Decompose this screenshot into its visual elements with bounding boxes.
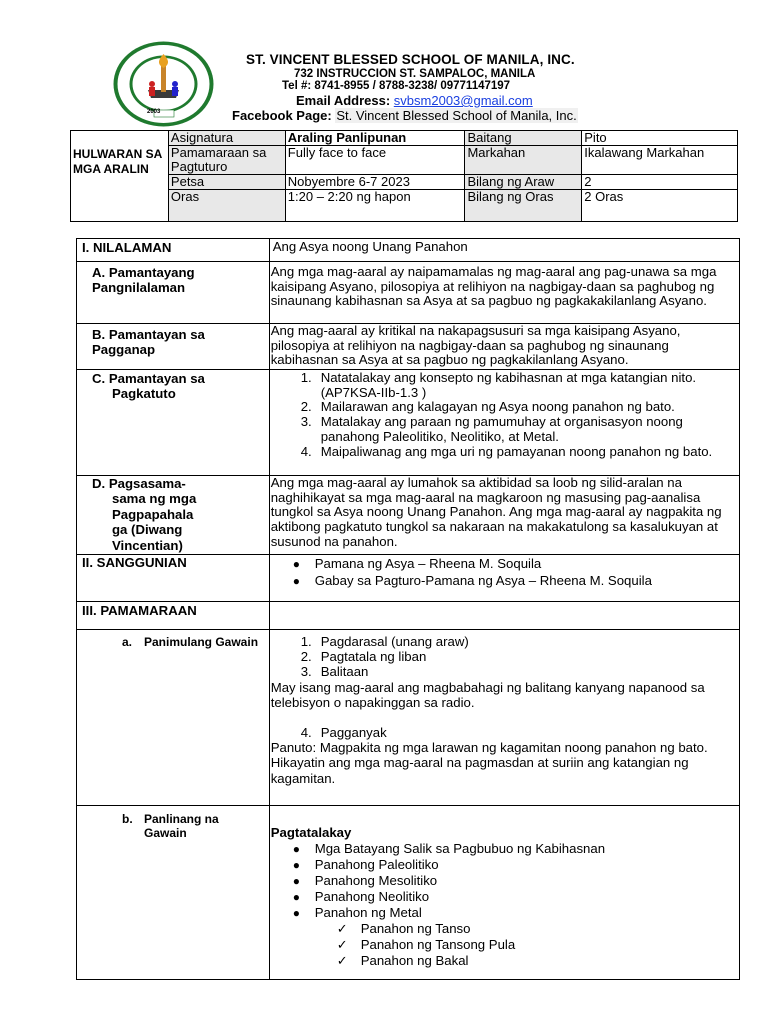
pagsasama-label-4: ga (Diwang — [112, 522, 183, 538]
school-name: ST. VINCENT BLESSED SCHOOL OF MANILA, INC. — [246, 52, 575, 67]
sanggunian-label: II. SANGGUNIAN — [82, 555, 187, 571]
info-label-bilang-oras: Bilang ng Oras — [465, 190, 582, 222]
pamantayang-label-1: A. Pamantayang — [92, 265, 195, 280]
pagkatuto-label-1: C. Pamantayan sa — [92, 371, 205, 386]
pagkatuto-list — [271, 371, 739, 459]
pagtatalakay-heading: Pagtatalakay — [270, 825, 352, 841]
school-tel: Tel #: 8741-8955 / 8788-3238/ 09771147197 — [282, 80, 511, 92]
metal-sublist — [271, 921, 739, 969]
facebook-label: Facebook Page: — [232, 108, 332, 123]
check-icon: ✓ — [336, 953, 348, 969]
info-label-markahan: Markahan — [465, 146, 582, 175]
info-label-petsa: Petsa — [168, 175, 285, 190]
pagsasama-label-5: Vincentian) — [112, 537, 183, 553]
info-label-baitang: Baitang — [465, 131, 582, 146]
panuto-text: Panuto: Magpakita ng mga larawan ng kagamitan noong panahon ng bato. Hikayatin ang mga mag-aaral na pagmasdan at suriin ang katangian ng kagamitan. — [270, 740, 708, 786]
info-value-bilang-oras: 2 Oras — [582, 190, 738, 222]
info-value-bilang-araw: 2 — [582, 175, 738, 190]
pagsasama-text: Ang mga mag-aaral ay lumahok sa aktibidad sa loob ng silid-aralan na naghihikayat sa mga mag-aaral na magkaroon ng masusing pag-aanalisa tungkol sa Asya noong Unang Panahon. Ang mga mag-aaral ay nagpakita ng aktibong pagkatuto tungkol sa nakaraan na makakatulong sa kasalukuyan at susunod na panahon. — [269, 476, 739, 555]
email-link[interactable]: svbsm2003@gmail.com — [393, 93, 533, 108]
facebook-value: St. Vincent Blessed School of Manila, Inc. — [336, 108, 577, 123]
nilalaman-label: I. NILALAMAN — [82, 240, 172, 255]
panimula-list-2 — [271, 725, 739, 740]
list-item: ✓ Panahon ng Tanso — [336, 921, 471, 937]
list-item: ● Panahong Neolitiko — [292, 889, 430, 905]
info-label-asignatura: Asignatura — [168, 131, 285, 146]
pagtatalakay-list — [271, 841, 739, 921]
info-value-petsa: Nobyembre 6-7 2023 — [285, 175, 465, 190]
list-item: 4. Maipaliwanag ang mga uri ng pamayanan noong panahon ng bato. — [300, 443, 713, 459]
list-item: ● Gabay sa Pagturo-Pamana ng Asya – Rheena M. Soquila — [292, 572, 652, 588]
panlinang-label: b. Panlinang na — [122, 812, 219, 827]
list-item: ✓ Panahon ng Tansong Pula — [336, 937, 516, 953]
list-item: 2. Mailarawan ang kalagayan ng Asya noong panahon ng bato. — [300, 399, 675, 415]
nilalaman-value: Ang Asya noong Unang Panahon — [269, 239, 739, 262]
list-item: 2. Pagtatala ng liban — [300, 649, 427, 665]
list-item: ● Mga Batayang Salik sa Pagbubuo ng Kabihasnan — [292, 841, 606, 857]
pagsasama-label-1: D. Pagsasama- — [92, 476, 186, 491]
panimula-list — [271, 634, 739, 680]
info-value-pamamaraan: Fully face to face — [285, 146, 465, 175]
pamantayang-label-2: Pangnilalaman — [92, 279, 186, 295]
list-item: 3. Balitaan — [300, 664, 369, 680]
list-item: 3. Matalakay ang paraan ng pamumuhay at organisasyon noong panahong Paleolitiko, Neolitiko, at Metal. — [300, 414, 683, 444]
list-item: 4. Pagganyak — [300, 725, 387, 741]
school-logo — [112, 40, 215, 128]
info-value-asignatura: Araling Panlipunan — [285, 131, 465, 146]
pagganap-label-2: Pagganap — [92, 341, 156, 357]
school-facebook — [232, 108, 578, 123]
pamamaraan-label: III. PAMAMARAAN — [82, 603, 197, 619]
panlinang-label-2: Gawain — [144, 826, 187, 841]
pagkatuto-label-2: Pagkatuto — [112, 385, 176, 401]
list-item: ● Panahon ng Metal — [292, 905, 422, 921]
check-icon: ✓ — [336, 937, 348, 953]
pamantayang-text: Ang mga mag-aaral ay naipamamalas ng mag-aaral ang pag-unawa sa mga kaisipang Asyano, pilosopiya at relihiyon na nagbigay-daan sa paghubog ng sinaunang kabihasnan sa Asya at sa pagbuo ng pagkakakilanlang Asyano. — [269, 262, 739, 324]
list-item: ● Panahong Mesolitiko — [292, 873, 438, 889]
info-label-pamamaraan: Pamamaraan sa Pagtuturo — [168, 146, 285, 175]
email-label: Email Address: — [296, 93, 391, 108]
list-item: ● Pamana ng Asya – Rheena M. Soquila — [292, 556, 542, 572]
panimula-label: a. Panimulang Gawain — [122, 635, 259, 650]
balitaan-text: May isang mag-aaral ang magbabahagi ng balitang kanyang napanood sa telebisyon o napakinggan sa radio. — [270, 679, 705, 710]
sanggunian-list — [271, 557, 739, 588]
lesson-info-table — [70, 130, 738, 222]
info-value-oras: 1:20 – 2:20 ng hapon — [285, 190, 465, 222]
info-label-oras: Oras — [168, 190, 285, 222]
list-item: 1. Natatalakay ang konsepto ng kabihasnan at mga katangian nito. (AP7KSA-IIb-1.3 ) — [300, 370, 697, 400]
pagsasama-label-2: sama ng mga — [112, 491, 197, 507]
pagsasama-label-3: Pagpapahala — [112, 506, 194, 522]
list-item: ● Panahong Paleolitiko — [292, 857, 439, 873]
lesson-plan-title: HULWARAN SA MGA ARALIN — [71, 131, 169, 222]
info-value-markahan: Ikalawang Markahan — [582, 146, 738, 175]
school-address: 732 INSTRUCCION ST. SAMPALOC, MANILA — [294, 68, 536, 80]
info-label-bilang-araw: Bilang ng Araw — [465, 175, 582, 190]
info-value-baitang: Pito — [582, 131, 738, 146]
list-item: ✓ Panahon ng Bakal — [336, 953, 469, 969]
list-item: 1. Pagdarasal (unang araw) — [300, 634, 469, 650]
lesson-content-table — [76, 238, 740, 980]
logo-year: 2003 — [147, 109, 161, 115]
school-email — [296, 93, 533, 108]
pagganap-label-1: B. Pamantayan sa — [92, 327, 205, 342]
check-icon: ✓ — [336, 921, 348, 937]
pagganap-text: Ang mag-aaral ay kritikal na nakapagsusuri sa mga kaisipang Asyano, pilosopiya at relihiyon na nagbigay-daan sa paghubog ng sinaunang kabihasnan sa Asya at sa pagbuo ng pagkakilanlang Asyano. — [269, 324, 739, 370]
